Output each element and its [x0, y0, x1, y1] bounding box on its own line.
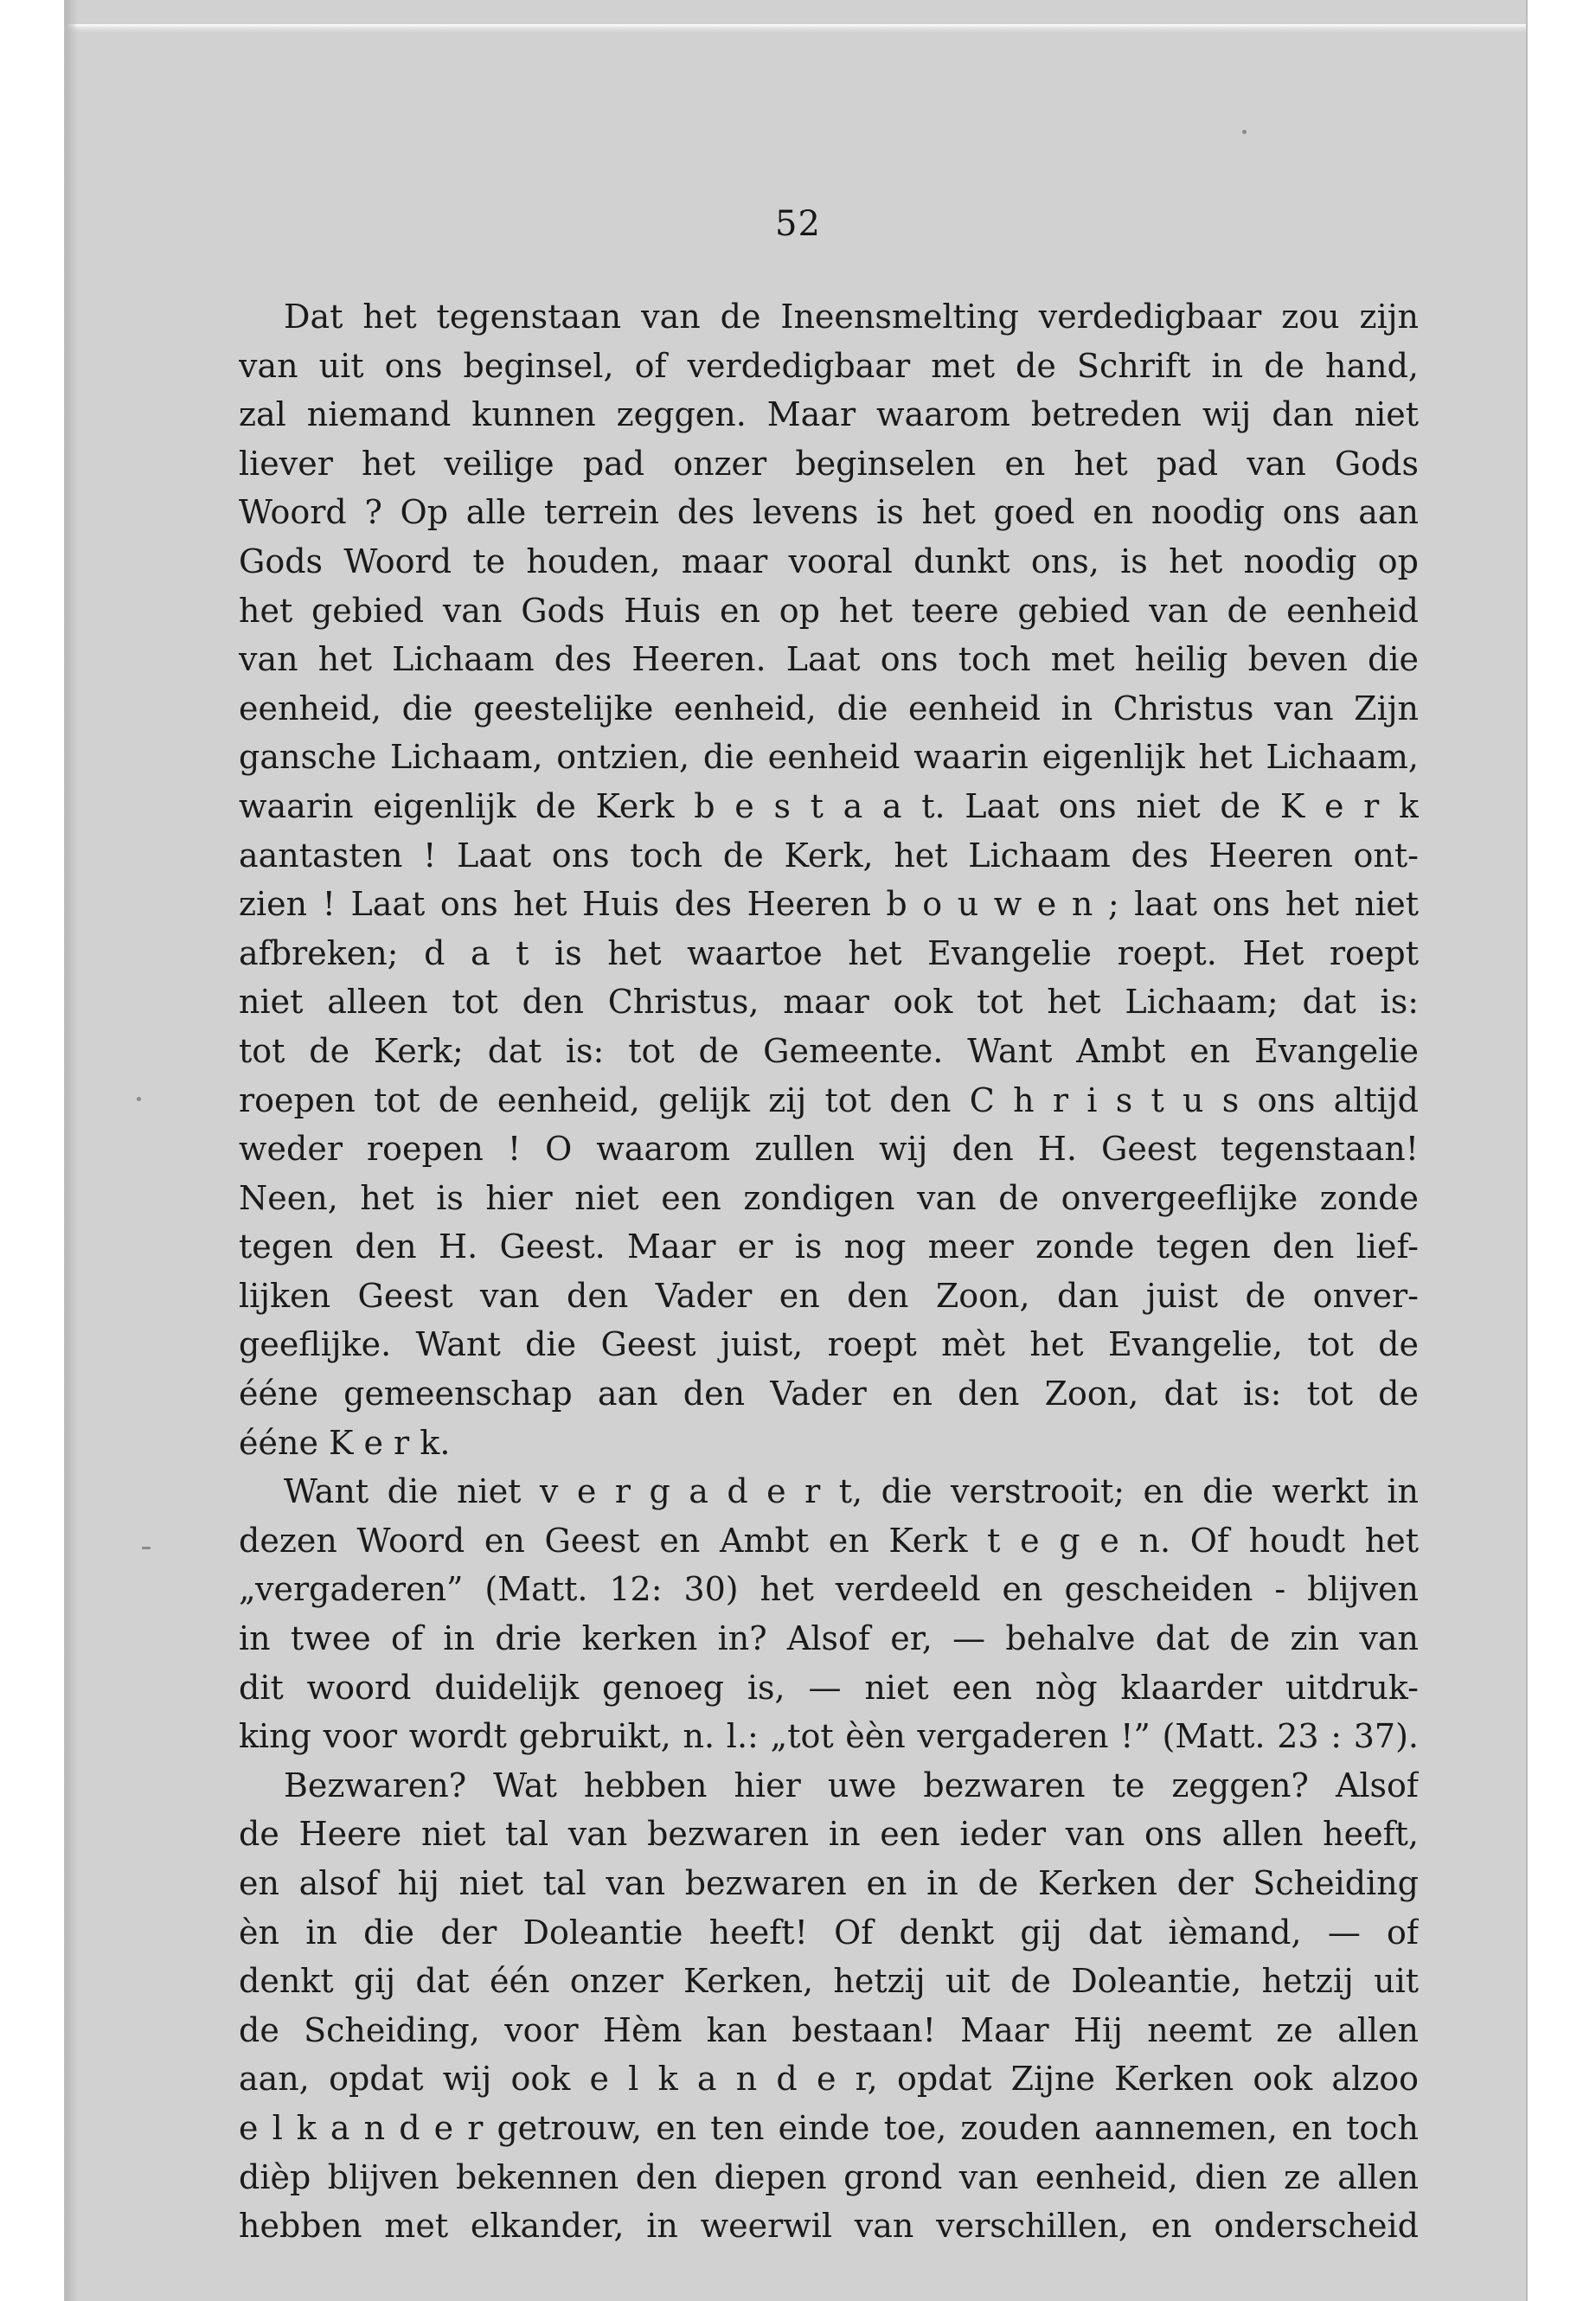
text-line: ééne K e r k.: [239, 1423, 451, 1462]
text-line: aantasten ! Laat ons toch de Kerk, het Lichaam des Heeren ont-: [239, 836, 1419, 875]
text-line: zal niemand kunnen zeggen. Maar waarom betreden wij dan niet: [239, 395, 1419, 434]
text-line: tegen den H. Geest. Maar er is nog meer zonde tegen den lief-: [239, 1227, 1419, 1266]
text-line: dit woord duidelijk genoeg is, — niet een nòg klaarder uitdruk-: [239, 1668, 1419, 1707]
text-line: Bezwaren? Wat hebben hier uwe bezwaren te zeggen? Alsof: [284, 1766, 1419, 1804]
text-line: hebben met elkander, in weerwil van verschillen, en onderscheid: [239, 2207, 1419, 2246]
text-line: aan, opdat wij ook e l k a n d e r, opdat Zijne Kerken ook alzoo: [239, 2060, 1419, 2099]
page-number: 52: [775, 204, 821, 244]
text-line: van uit ons beginsel, of verdedigbaar met de Schrift in de hand,: [239, 346, 1419, 385]
text-line: denkt gij dat één onzer Kerken, hetzij uit de Doleantie, hetzij uit: [239, 1962, 1419, 2001]
text-line: ééne gemeenschap aan den Vader en den Zoon, dat is: tot de: [239, 1375, 1419, 1413]
paper-speck: [1242, 130, 1247, 134]
text-line: waarin eigenlijk de Kerk b e s t a a t. Laat ons niet de K e r k: [239, 786, 1419, 825]
text-line: èn in die der Doleantie heeft! Of denkt gij dat ièmand, — of: [239, 1913, 1419, 1952]
text-line: geeflijke. Want die Geest juist, roept mèt het Evangelie, tot de: [239, 1325, 1419, 1364]
text-line: van het Lichaam des Heeren. Laat ons toch met heilig beven die: [239, 640, 1419, 679]
paper-speck: [142, 1547, 151, 1549]
paper-speck: [137, 1097, 141, 1101]
text-line: Woord ? Op alle terrein des levens is het goed en noodig ons aan: [239, 493, 1419, 532]
text-line: lijken Geest van den Vader en den Zoon, dan juist de onver-: [239, 1276, 1419, 1315]
text-line: het gebied van Gods Huis en op het teere gebied van de eenheid: [239, 591, 1419, 630]
text-line: zien ! Laat ons het Huis des Heeren b o u w e n ; laat ons het niet: [239, 885, 1419, 924]
text-line: eenheid, die geestelijke eenheid, die eenheid in Christus van Zijn: [239, 689, 1419, 727]
text-line: de Heere niet tal van bezwaren in een ieder van ons allen heeft,: [239, 1815, 1419, 1854]
text-line: roepen tot de eenheid, gelijk zij tot den C h r i s t u s ons altijd: [239, 1080, 1419, 1119]
text-line: Dat het tegenstaan van de Ineensmelting verdedigbaar zou zijn: [284, 298, 1419, 336]
page-left-shadow: [66, 0, 78, 2301]
text-line: en alsof hij niet tal van bezwaren en in de Kerken der Scheiding: [239, 1864, 1419, 1902]
text-line: Neen, het is hier niet een zondigen van de onvergeeflijke zonde: [239, 1178, 1419, 1217]
text-line: afbreken; d a t is het waartoe het Evangelie roept. Het roept: [239, 933, 1419, 972]
text-line: dezen Woord en Geest en Ambt en Kerk t e g e n. Of houdt het: [239, 1521, 1419, 1560]
page-top-edge: [66, 24, 1526, 33]
text-line: Want die niet v e r g a d e r t, die verstrooit; en die werkt in: [284, 1472, 1419, 1511]
text-line: e l k a n d e r getrouw, en ten einde toe, zouden aannemen, en toch: [239, 2108, 1419, 2147]
text-line: tot de Kerk; dat is: tot de Gemeente. Want Ambt en Evangelie: [239, 1031, 1419, 1070]
text-line: niet alleen tot den Christus, maar ook tot het Lichaam; dat is:: [239, 983, 1419, 1022]
text-line: gansche Lichaam, ontzien, die eenheid waarin eigenlijk het Lichaam,: [239, 738, 1419, 777]
text-line: in twee of in drie kerken in? Alsof er, — behalve dat de zin van: [239, 1619, 1419, 1658]
text-line: king voor wordt gebruikt, n. l.: „tot èèn vergaderen !” (Matt. 23 : 37).: [239, 1717, 1419, 1756]
text-line: dièp blijven bekennen den diepen grond van eenheid, dien ze allen: [239, 2157, 1419, 2196]
text-line: „vergaderen” (Matt. 12: 30) het verdeeld en gescheiden - blijven: [239, 1570, 1419, 1609]
text-line: liever het veilige pad onzer beginselen en het pad van Gods: [239, 444, 1419, 483]
text-line: weder roepen ! O waarom zullen wij den H. Geest tegenstaan!: [239, 1130, 1419, 1169]
text-line: de Scheiding, voor Hèm kan bestaan! Maar Hij neemt ze allen: [239, 2010, 1419, 2049]
text-line: Gods Woord te houden, maar vooral dunkt ons, is het noodig op: [239, 542, 1419, 580]
body-text: [239, 292, 1419, 2251]
